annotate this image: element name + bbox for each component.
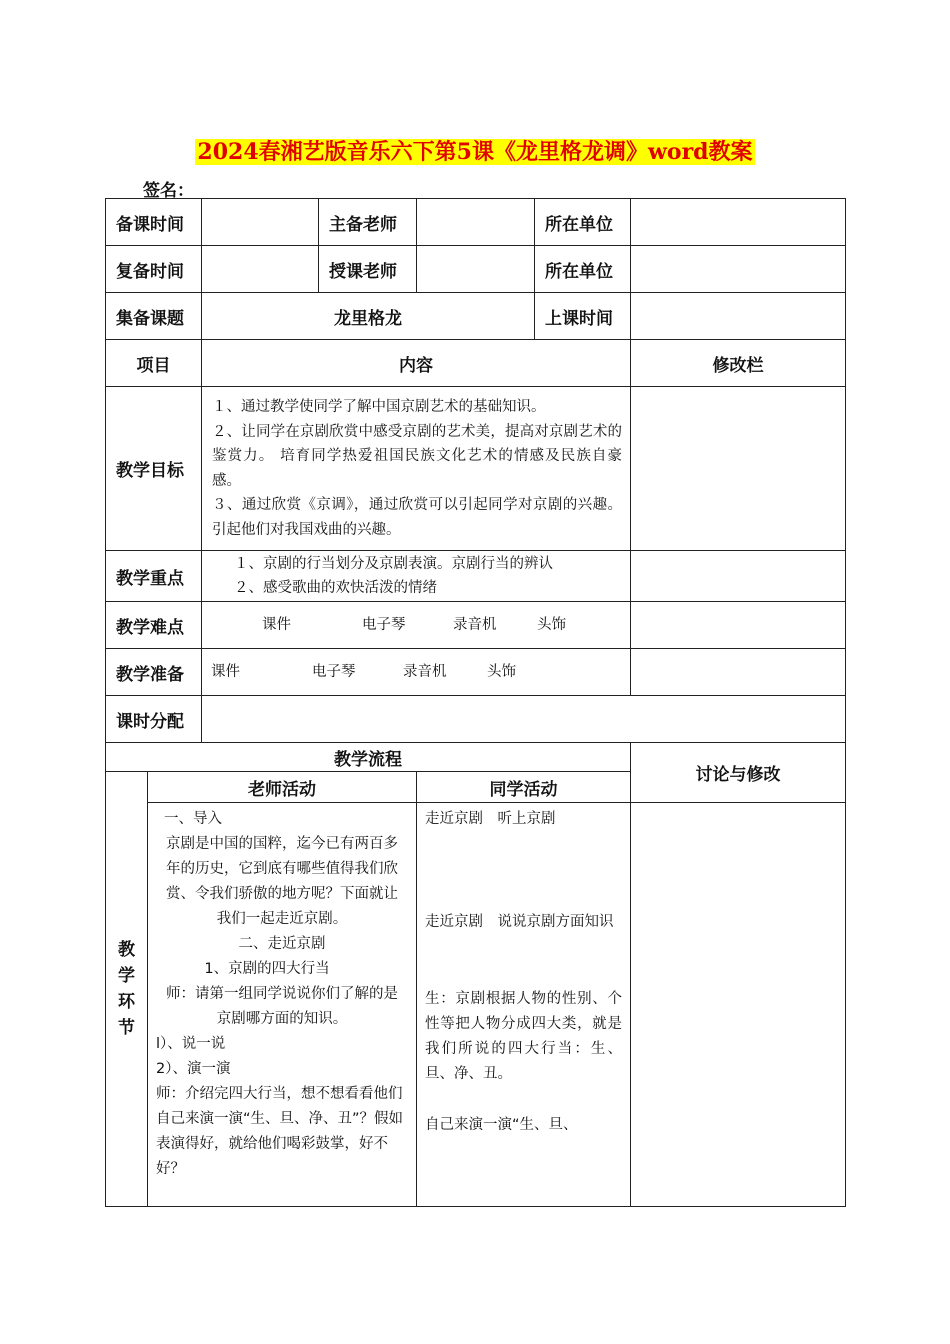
class-time-value <box>631 293 846 340</box>
preparation-item: 课件 <box>211 663 240 680</box>
table-row <box>106 743 846 772</box>
side-char: 环 <box>118 992 135 1012</box>
difficulty-item: 电子琴 <box>362 616 406 633</box>
review-time-label: 复备时间 <box>106 246 202 293</box>
title-text: 2024春湘艺版音乐六下第5课《龙里格龙调》word教案 <box>197 139 753 165</box>
teaching-teacher-value <box>417 246 535 293</box>
student-line: 生：京剧根据人物的性别、个性等把人物分成四大类，就是我们所说的四大行当：生、旦、净、丑。 <box>425 991 622 1082</box>
preparation-content <box>202 649 631 696</box>
col-revise-header: 修改栏 <box>631 340 846 387</box>
difficulty-content <box>202 602 631 649</box>
student-activity-content <box>417 803 631 1207</box>
hours-value <box>202 696 846 743</box>
lead-teacher-value <box>417 199 535 246</box>
teacher-activity-content <box>148 803 417 1207</box>
lead-teacher-label: 主备老师 <box>319 199 417 246</box>
goal-line: ３、通过欣赏《京调》，通过欣赏可以引起同学对京剧的兴趣。引起他们对我国戏曲的兴趣。 <box>212 497 622 538</box>
student-line: 自己来演一演“生、旦、 <box>425 1117 578 1133</box>
key-point-line: １、京剧的行当划分及京剧表演。京剧行当的辨认 <box>234 555 553 572</box>
teacher-line: 京剧是中国的国粹，迄今已有两百多年的历史，它到底有哪些值得我们欣赏、令我们骄傲的地方呢？下面就让我们一起走近京剧。 <box>166 836 398 927</box>
goal-line: ２、让同学在京剧欣赏中感受京剧的艺术美，提高对京剧艺术的鉴赏力。 培育同学热爱祖国民族文化艺术的情感及民族自豪感。 <box>212 423 622 489</box>
hours-label: 课时分配 <box>106 696 202 743</box>
table-row <box>106 246 846 293</box>
key-point-line: ２、感受歌曲的欢快活泼的情绪 <box>234 580 437 596</box>
key-points-content <box>202 551 631 602</box>
teaching-teacher-label: 授课老师 <box>319 246 417 293</box>
unit-label-2: 所在单位 <box>535 246 631 293</box>
key-points-revise <box>631 551 846 602</box>
difficulty-label: 教学难点 <box>106 602 202 649</box>
table-row <box>106 293 846 340</box>
preparation-item: 录音机 <box>403 663 447 680</box>
teacher-line: l）、说一说 <box>156 1036 226 1052</box>
teacher-line: 一、导入 <box>164 811 222 827</box>
difficulty-revise <box>631 602 846 649</box>
goals-content <box>202 387 631 551</box>
teacher-line: 师：介绍完四大行当，想不想看看他们自己来演一演“生、旦、净、丑”？假如表演得好，就给他们喝彩鼓掌，好不好？ <box>156 1086 404 1177</box>
teacher-activity-header: 老师活动 <box>148 772 417 803</box>
preparation-item: 电子琴 <box>312 663 356 680</box>
teacher-line: 2）、演一演 <box>156 1061 231 1077</box>
unit-value-2 <box>631 246 846 293</box>
col-content-header: 内容 <box>202 340 631 387</box>
table-row <box>106 551 846 602</box>
student-activity-header: 同学活动 <box>417 772 631 803</box>
col-item-header: 项目 <box>106 340 202 387</box>
key-points-label: 教学重点 <box>106 551 202 602</box>
topic-value: 龙里格龙 <box>202 293 535 340</box>
difficulty-item: 头饰 <box>537 616 566 633</box>
table-row <box>106 696 846 743</box>
table-row <box>106 199 846 246</box>
side-char: 学 <box>118 966 135 986</box>
topic-label: 集备课题 <box>106 293 202 340</box>
teacher-line: 1、京剧的四大行当 <box>204 961 330 977</box>
side-char: 节 <box>118 1018 135 1038</box>
class-time-label: 上课时间 <box>535 293 631 340</box>
sign-label: 签名： <box>143 181 194 201</box>
difficulty-item: 录音机 <box>453 616 497 633</box>
preparation-item: 头饰 <box>487 663 516 680</box>
difficulty-item: 课件 <box>262 616 291 633</box>
teacher-line: 师：请第一组同学说说你们了解的是京剧哪方面的知识。 <box>166 986 398 1027</box>
prep-time-label: 备课时间 <box>106 199 202 246</box>
preparation-label: 教学准备 <box>106 649 202 696</box>
goals-revise <box>631 387 846 551</box>
discuss-header: 讨论与修改 <box>631 743 846 803</box>
discuss-content <box>631 803 846 1207</box>
student-line: 走近京剧 说说京剧方面知识 <box>425 914 614 930</box>
table-row <box>106 803 846 1207</box>
table-row <box>106 340 846 387</box>
table-row <box>106 387 846 551</box>
table-row <box>106 649 846 696</box>
document-title <box>0 135 950 166</box>
preparation-revise <box>631 649 846 696</box>
review-time-value <box>202 246 319 293</box>
goal-line: １、通过教学使同学了解中国京剧艺术的基础知识。 <box>212 399 546 415</box>
prep-time-value <box>202 199 319 246</box>
teaching-section-label <box>106 772 148 1207</box>
table-row <box>106 602 846 649</box>
teacher-line: 二、走近京剧 <box>238 936 326 952</box>
flow-title: 教学流程 <box>106 743 631 772</box>
goals-label: 教学目标 <box>106 387 202 551</box>
student-line: 走近京剧 听上京剧 <box>425 811 556 827</box>
lesson-plan-table <box>105 198 846 1207</box>
side-char: 教 <box>118 940 135 960</box>
unit-label: 所在单位 <box>535 199 631 246</box>
unit-value <box>631 199 846 246</box>
